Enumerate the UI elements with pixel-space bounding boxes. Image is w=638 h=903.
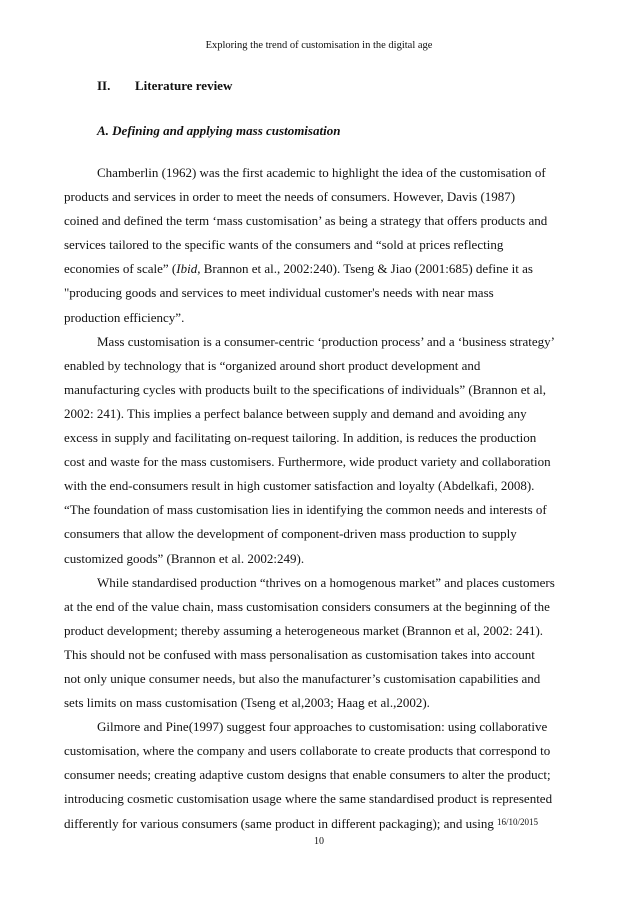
text-line: "producing goods and services to meet individual customer's needs with near mass: [64, 285, 494, 301]
page-number: 10: [314, 836, 324, 847]
text-line: cost and waste for the mass customisers. Furthermore, wide product variety and collaboration: [64, 454, 551, 470]
text-span: economies of scale” (: [64, 261, 177, 277]
text-line: not only unique consumer needs, but also the manufacturer’s customisation capabilities and: [64, 670, 541, 686]
text-line: “The foundation of mass customisation lies in identifying the common needs and interests of: [64, 502, 547, 518]
text-line: While standardised production “thrives on a homogenous market” and places customers: [97, 574, 555, 590]
subsection-heading: A. Defining and applying mass customisation: [97, 123, 341, 138]
text-line: differently for various consumers (same product in different packaging); and using: [64, 815, 494, 831]
text-line: customisation, where the company and users collaborate to create products that correspond to: [64, 743, 551, 759]
section-heading: [97, 78, 232, 94]
text-span: , Brannon et al., 2002:240). Tseng & Jiao (2001:685) define it as: [197, 261, 533, 277]
text-line: introducing cosmetic customisation usage where the same standardised product is represented: [64, 791, 553, 807]
text-line: at the end of the value chain, mass customisation considers consumers at the beginning of the: [64, 598, 550, 614]
ibid-citation: Ibid: [176, 261, 198, 277]
text-line: Chamberlin (1962) was the first academic to highlight the idea of the customisation of: [97, 165, 546, 180]
text-line: coined and defined the term ‘mass customisation’ as being a strategy that offers products and: [64, 213, 548, 229]
text-line: 2002: 241). This implies a perfect balance between supply and demand and avoiding any: [64, 405, 527, 421]
text-line: Mass customisation is a consumer-centric ‘production process’ and a ‘business strategy’: [97, 333, 555, 349]
text-line: consumer needs; creating adaptive custom designs that enable consumers to alter the product;: [64, 767, 551, 783]
text-line: enabled by technology that is “organized around short product development and: [64, 357, 481, 373]
text-line: This should not be confused with mass personalisation as customisation takes into account: [64, 646, 535, 662]
text-line: sets limits on mass customisation (Tseng et al,2003; Haag et al.,2002).: [64, 695, 430, 711]
section-number: II.: [97, 78, 111, 93]
text-line: services tailored to the specific wants of the consumers and “sold at prices reflecting: [64, 237, 504, 253]
body-text: [64, 161, 574, 836]
text-line: [64, 257, 574, 281]
text-line: product development; thereby assuming a heterogeneous market (Brannon et al, 2002: 241).: [64, 622, 544, 638]
text-line: manufacturing cycles with products built to the specifications of individuals” (Brannon et al,: [64, 381, 546, 397]
text-line: customized goods” (Brannon et al. 2002:249).: [64, 550, 305, 566]
text-line: consumers that allow the development of component-driven mass production to supply: [64, 526, 517, 542]
text-line: with the end-consumers result in high customer satisfaction and loyalty (Abdelkafi, 2008).: [64, 478, 535, 494]
text-line: production efficiency”.: [64, 309, 185, 325]
running-header: Exploring the trend of customisation in the digital age: [205, 40, 433, 51]
section-title: Literature review: [135, 78, 233, 93]
text-line: products and services in order to meet the needs of consumers. However, Davis (1987): [64, 189, 516, 205]
text-line: Gilmore and Pine(1997) suggest four approaches to customisation: using collaborative: [97, 719, 548, 735]
text-line: excess in supply and facilitating on-request tailoring. In addition, is reduces the production: [64, 430, 537, 446]
footer-date: 16/10/2015: [497, 817, 539, 827]
